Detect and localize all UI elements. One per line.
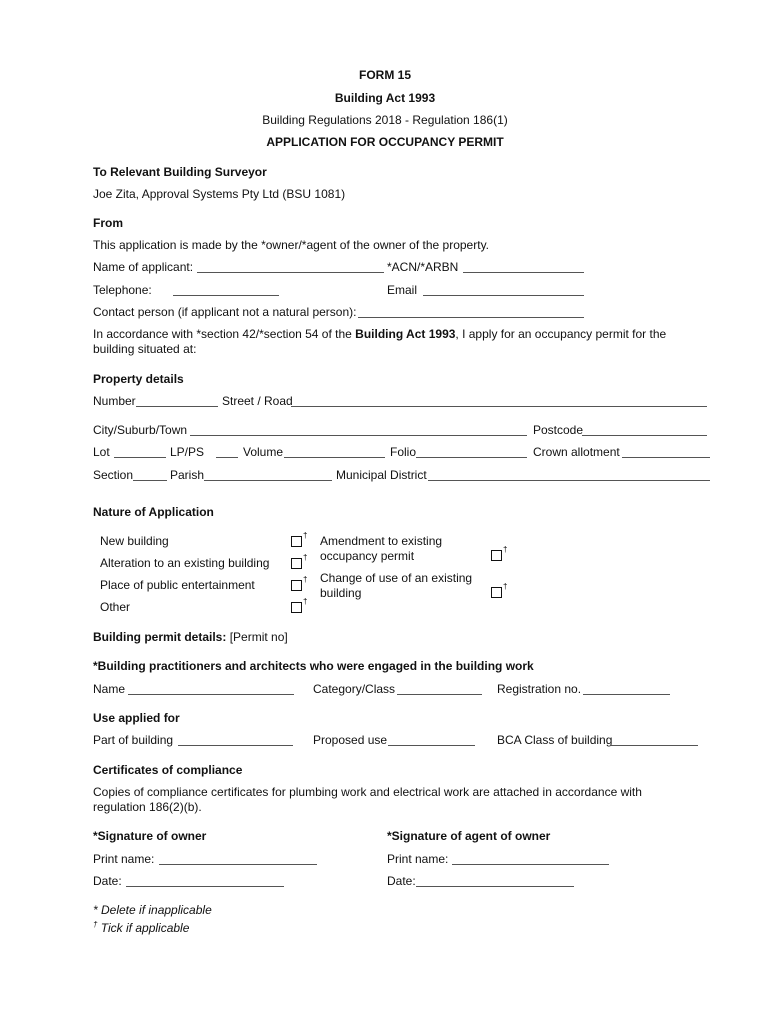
volume-label: Volume [243,445,284,459]
other-checkbox[interactable] [291,602,302,613]
new-building-checkbox[interactable] [291,536,302,547]
public-entertainment-checkbox[interactable] [291,580,302,591]
amendment-checkbox[interactable] [491,550,502,561]
other-label: Other [100,600,131,614]
agent-date-label: Date: [387,874,416,888]
amendment-label-2: occupancy permit [320,549,415,563]
permit-details: Building permit details: [Permit no] [93,630,288,644]
form-number: FORM 15 [358,68,411,82]
to-heading: To Relevant Building Surveyor [93,165,267,179]
telephone-label: Telephone: [93,283,152,297]
acn-label: *ACN/*ARBN [387,260,459,274]
registration-label: Registration no. [497,682,582,696]
nature-heading: Nature of Application [93,505,214,519]
public-entertainment-label: Place of public entertainment [100,578,255,592]
lot-label: Lot [93,445,110,459]
street-field[interactable] [291,406,707,407]
registration-field[interactable] [583,694,670,695]
proposed-use-field[interactable] [388,745,475,746]
practitioners-heading: *Building practitioners and architects who were engaged in the building work [93,659,534,673]
agent-date-field[interactable] [416,886,574,887]
alteration-checkbox[interactable] [291,558,302,569]
dagger-mark: † [303,553,308,562]
dagger-mark: † [303,531,308,540]
volume-field[interactable] [284,457,385,458]
dagger-mark: † [303,575,308,584]
part-of-building-field[interactable] [178,745,293,746]
part-of-building-label: Part of building [93,733,174,747]
contact-person-label: Contact person (if applicant not a natural person): [93,305,357,319]
folio-field[interactable] [416,457,527,458]
postcode-label: Postcode [533,423,584,437]
new-building-label: New building [100,534,169,548]
owner-print-name-label: Print name: [93,852,155,866]
owner-date-field[interactable] [126,886,284,887]
dagger-mark: † [503,545,508,554]
applicant-name-label: Name of applicant: [93,260,194,274]
accordance-line-1: In accordance with *section 42/*section 54 of the Building Act 1993, I apply for an occupancy permit for the [93,327,667,341]
agent-print-name-field[interactable] [452,864,609,865]
owner-date-label: Date: [93,874,122,888]
parish-field[interactable] [204,480,332,481]
page-title: APPLICATION FOR OCCUPANCY PERMIT [266,135,504,149]
crown-allotment-label: Crown allotment [533,445,620,459]
number-label: Number [93,394,136,408]
alteration-label: Alteration to an existing building [100,556,270,570]
applicant-name-field[interactable] [197,272,384,273]
tick-note: † Tick if applicable [93,920,190,935]
regulation-line: Building Regulations 2018 - Regulation 186(1) [262,113,508,127]
section-label: Section [93,468,134,482]
postcode-field[interactable] [582,435,707,436]
folio-label: Folio [390,445,417,459]
contact-person-field[interactable] [358,317,584,318]
practitioner-name-field[interactable] [128,694,294,695]
change-of-use-label-2: building [320,586,362,600]
acn-field[interactable] [463,272,584,273]
property-heading: Property details [93,372,184,386]
accordance-line-2: building situated at: [93,342,197,356]
owner-signature-heading: *Signature of owner [93,829,207,843]
amendment-label-1: Amendment to existing [320,534,443,548]
email-field[interactable] [423,295,584,296]
number-field[interactable] [136,406,218,407]
change-of-use-label-1: Change of use of an existing [320,571,473,585]
from-heading: From [93,216,123,230]
practitioner-name-label: Name [93,682,126,696]
certificates-line-1: Copies of compliance certificates for plumbing work and electrical work are attached in accordance with [93,785,642,799]
dagger-mark: † [503,582,508,591]
lp-ps-label: LP/PS [170,445,205,459]
bca-class-field[interactable] [610,745,698,746]
certificates-line-2: regulation 186(2)(b). [93,800,202,814]
category-field[interactable] [397,694,482,695]
owner-print-name-field[interactable] [159,864,317,865]
municipal-district-field[interactable] [428,480,710,481]
act-title: Building Act 1993 [334,91,436,105]
use-heading: Use applied for [93,711,180,725]
proposed-use-label: Proposed use [313,733,388,747]
bca-class-label: BCA Class of building [497,733,613,747]
municipal-district-label: Municipal District [336,468,427,482]
city-field[interactable] [190,435,527,436]
street-label: Street / Road [222,394,293,408]
from-statement: This application is made by the *owner/*agent of the owner of the property. [93,238,490,252]
lp-ps-field[interactable] [216,457,238,458]
crown-allotment-field[interactable] [622,457,710,458]
parish-label: Parish [170,468,205,482]
category-label: Category/Class [313,682,396,696]
lot-field[interactable] [114,457,166,458]
agent-signature-heading: *Signature of agent of owner [387,829,551,843]
agent-print-name-label: Print name: [387,852,449,866]
telephone-field[interactable] [173,295,279,296]
surveyor-name: Joe Zita, Approval Systems Pty Ltd (BSU 1081) [93,187,346,201]
certificates-heading: Certificates of compliance [93,763,243,777]
dagger-mark: † [303,597,308,606]
section-field[interactable] [133,480,167,481]
delete-note: * Delete if inapplicable [93,903,212,917]
change-of-use-checkbox[interactable] [491,587,502,598]
city-label: City/Suburb/Town [93,423,188,437]
email-label: Email [387,283,418,297]
